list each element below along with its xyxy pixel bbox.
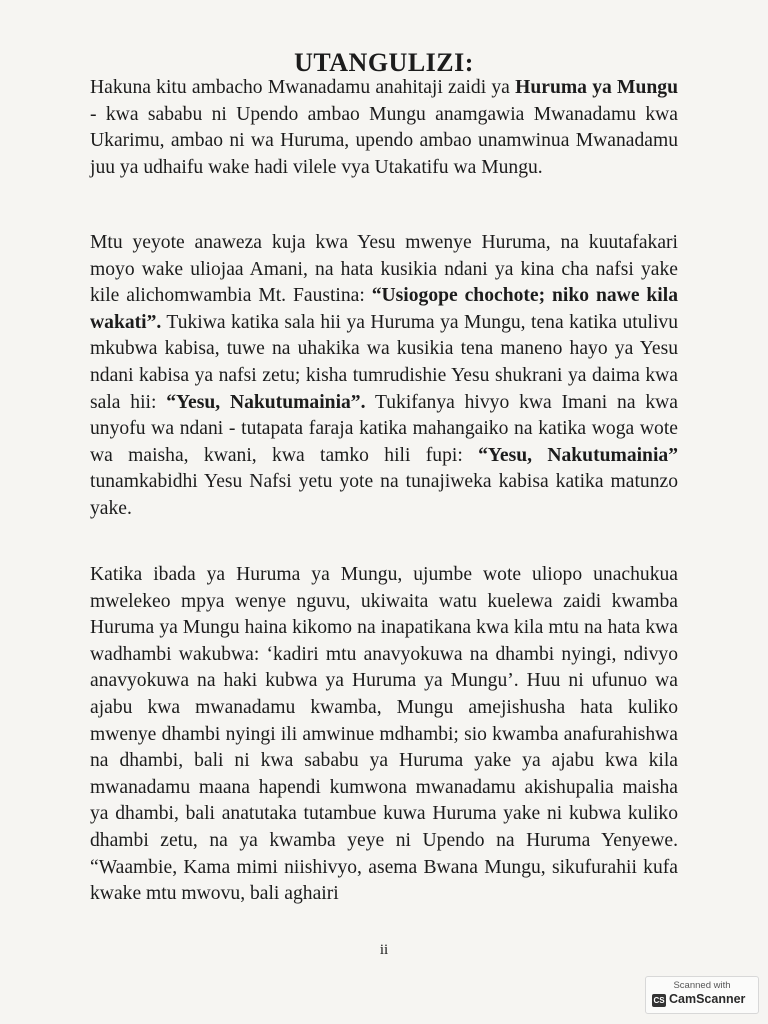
camscanner-logo-icon: CS (653, 996, 665, 1005)
paragraph-3 (90, 562, 678, 908)
text-run: Hakuna kitu ambacho Mwanadamu anahitaji zaidi ya (90, 77, 516, 98)
bold-text-run: “Yesu, Nakutumainia” (478, 444, 678, 466)
watermark-scanned-text: Scanned with (673, 980, 731, 991)
bold-text-run: “Yesu, Nakutumainia”. (166, 391, 366, 413)
text-run: Tukifanya hivyo kwa Imani na kwa unyofu wa ndani - tutapata faraja katika mahangaiko na katika woga wote wa maisha, kwani, kwa tamko hili fupi: (90, 391, 679, 466)
page-number: ii (379, 942, 389, 958)
bold-text-run: Huruma ya Mungu (515, 77, 679, 98)
paragraph-1 (90, 75, 678, 181)
text-run: Tukiwa katika sala hii ya Huruma ya Mungu, tena katika utulivu mkubwa kabisa, tuwe na uhakika wa kusikia tena maneno hayo ya Yesu ndani kabisa ya nafsi zetu; kisha tumrudishie Yesu shukrani ya daima kwa sala hii: (90, 311, 678, 413)
text-run: - kwa sababu ni Upendo ambao Mungu anamgawia Mwanadamu kwa Ukarimu, ambao ni wa Huruma, upendo ambao unamwinua Mwanadamu juu ya udhaifu wake hadi vilele vya Utakatifu wa Mungu. (90, 103, 678, 178)
text-run: Katika ibada ya Huruma ya Mungu, ujumbe wote uliopo unachukua mwelekeo mpya wenye nguvu, ukiwaita watu kuelewa zaidi kwamba Huruma ya Mungu haina kikomo na inapatikana kwa kila mtu na hata kwa wadhambi wakubwa: ‘kadiri mtu anavyokuwa na dhambi nyingi, ndivyo anavyokuwa na haki kubwa ya Huruma ya Mungu’. Huu ni ufunuo wa ajabu kwa mwanadamu kwamba, Mungu amejishusha hata kuliko mwenye dhambi nyingi ili amwinue mdhambi; sio kwamba anafurahishwa na dhambi, bali ni kwa sababu ya Huruma yake ya ajabu kwa kila mwanadamu maana hapendi kumwona mwanadamu akishupalia maisha ya dhambi, bali anatutaka tutambue kuwa Huruma yake ni kubwa kuliko dhambi zetu, na ya kwamba yeye ni Upendo na Huruma Yenyewe. “Waambie, Kama mimi niishivyo, asema Bwana Mungu, sikufurahii kufa kwake mtu mwovu, bali aghairi (90, 564, 678, 905)
text-run: tunamkabidhi Yesu Nafsi yetu yote na tunajiweka kabisa katika matunzo yake. (90, 471, 678, 519)
page-title: UTANGULIZI: (294, 48, 474, 77)
camscanner-watermark (645, 976, 759, 1014)
watermark-brand: CamScanner (669, 992, 746, 1006)
text-run: Mtu yeyote anaweza kuja kwa Yesu mwenye Huruma, na kuutafakari moyo wake uliojaa Amani, na hata kusikia ndani ya kina cha nafsi yake kile alichomwambia Mt. Faustina: (90, 232, 678, 307)
paragraph-2 (90, 230, 678, 523)
bold-text-run: “Usiogope chochote; niko nawe kila wakati”. (90, 285, 678, 333)
